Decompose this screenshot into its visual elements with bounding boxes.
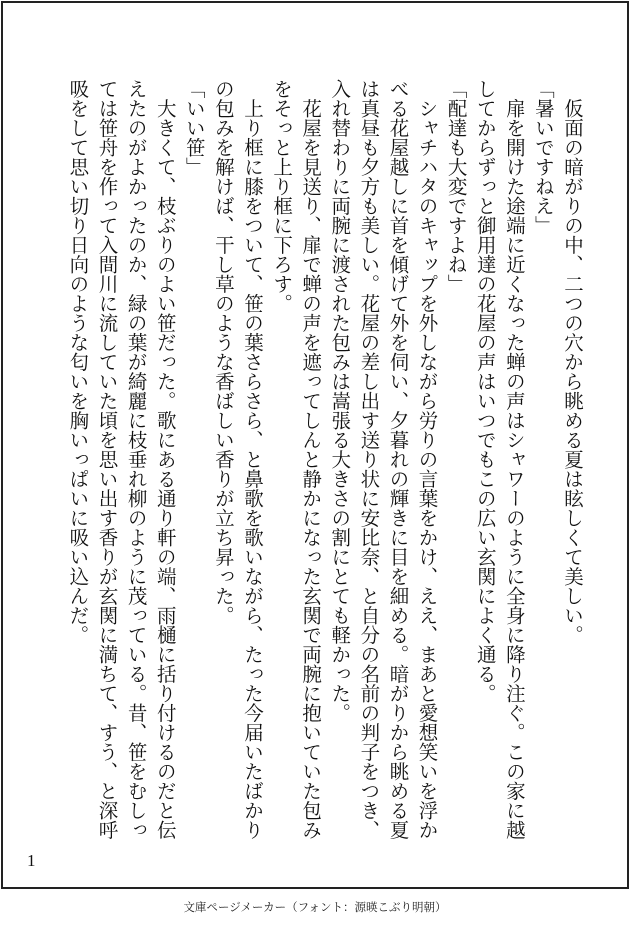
text-line: 花屋を見送り、扉で蝉の声を遮ってしんと静かになった玄関で両腕に抱いていた包み [299,79,323,840]
text-line: えたのがよかったのか、緑の葉が綺麗に枝垂れ柳のように茂っている。昔、笹をむしっ [124,79,148,840]
text-line: シャチハタのキャップを外しながら労りの言葉をかけ、ええ、まあと愛想笑いを浮か [415,79,439,840]
text-line: 扉を開けた途端に近くなった蝉の声はシャワーのように全身に降り注ぐ。この家に越 [502,79,526,840]
vertical-body-text [63,79,587,869]
footer-credit: 文庫ページメーカー（フォント：源暎こぶり明朝） [183,900,447,914]
text-line: べる花屋越しに首を傾げて外を伺い、夕暮れの輝きに目を細める。暗がりから眺める夏 [386,79,410,840]
page-frame [1,1,629,889]
text-line: 「配達も大変ですよね」 [444,79,468,294]
text-line: の包みを解けば、干し草のような香ばしい香りが立ち昇った。 [211,79,235,625]
text-line: 吸をして思い切り日向のような匂いを胸いっぱいに吸い込んだ。 [66,79,90,645]
text-line: 大きくて、枝ぶりのよい笹だった。歌にある通り軒の端、雨樋に括り付けるのだと伝 [153,79,177,840]
text-line: 仮面の暗がりの中、二つの穴から眺める夏は眩しくて美しい。 [561,79,584,645]
text-line: ては笹舟を作って入間川に流していた頃を思い出す香りが玄関に満ちて、すう、と深呼 [95,79,119,840]
text-line: してからずっと御用達の花屋の声はいつでもこの広い玄関によく通る。 [473,79,497,703]
text-line: 「暑いですねえ」 [531,79,555,235]
text-line: は真昼も夕方も美しい。花屋の差し出す送り状に安比奈、と自分の名前の判子をつき、 [357,79,381,840]
page-number: 1 [27,851,36,870]
text-line: をそっと上り框に下ろす。 [270,79,294,313]
text-line: 「いい笹」 [182,79,206,177]
text-line: 入れ替わりに両腕に渡された包みは嵩張る大きさの割にとても軽かった。 [328,79,352,723]
text-line: 上り框に膝をついて、笹の葉さらさら、と鼻歌を歌いながら、たった今届いたばかり [240,79,264,840]
